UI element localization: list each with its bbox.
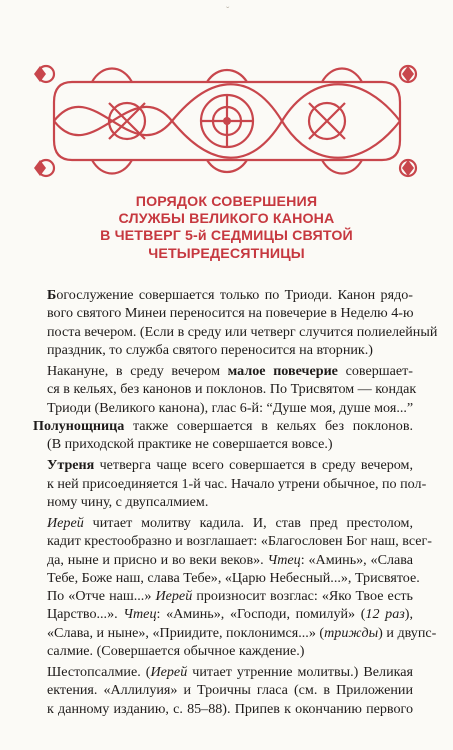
- paragraph-5: [33, 663, 413, 718]
- text-line: салмие. (Совершается обычное каждение.): [47, 642, 305, 659]
- text-line: ному чину, с двупсалмием.: [47, 493, 209, 510]
- italic-term: трижды: [324, 624, 379, 641]
- title-line: ПОРЯДОК СОВЕРШЕНИЯ: [135, 194, 318, 210]
- text-run: произносит возглас: «Яко Твое есть: [192, 588, 413, 604]
- text-run: «Слава, и ныне», «Приидите, поклонимся...» (: [47, 624, 325, 641]
- text-line: Тебе, Боже наш, слава Тебе», «Царю Небесный...», Трисвятое.: [47, 569, 420, 586]
- chapter-title: [0, 194, 453, 263]
- paragraph-3: [33, 456, 427, 511]
- text-run: : «Аминь», «Слава: [300, 551, 413, 568]
- italic-term: Чтец: [267, 551, 301, 568]
- initial-letter: Б: [47, 287, 57, 303]
- text-line: (В приходской практике не совершается вовсе.): [47, 436, 333, 452]
- paragraph-2: [33, 362, 417, 453]
- bold-term: малое повечерие: [227, 363, 338, 379]
- italic-term: Чтец: [123, 606, 157, 623]
- text-run: читает молитву кадила. И, став пред престолом,: [83, 515, 413, 531]
- text-line: Триоди (Великого канона), глас 6-й: “Душе моя, душе моя...”: [47, 399, 414, 416]
- text-run: да, ныне и присно и во веки веков».: [47, 551, 268, 568]
- title-line: В ЧЕТВЕРГ 5-й СЕДМИЦЫ СВЯТОЙ: [100, 228, 353, 245]
- text-line: к данному изданию, с. 85–88). Припев к окончанию первого: [47, 700, 413, 717]
- text-run: также совершается в кельях без поклонов.: [124, 417, 413, 434]
- text-run: читает утренние молитвы.) Великая: [187, 664, 413, 680]
- page-top-mark: ˇ: [226, 6, 230, 17]
- italic-term: Иерей: [150, 664, 188, 680]
- text-run: : «Аминь», «Господи, помилуй» (: [156, 606, 366, 623]
- text-run: По «Отче наш...»: [47, 588, 156, 604]
- text-line: к ней присоединяется 1-й час. Начало утрени обычное, по пол-: [47, 475, 427, 492]
- bold-term: Полунощница: [33, 417, 125, 434]
- text-run: Накануне, в среду вечером: [47, 363, 228, 379]
- text-run: ),: [404, 606, 413, 623]
- text-line: поста вечером. (Если в среду или четверг случится полиелейный: [47, 323, 438, 340]
- title-line: ЧЕТЫРЕДЕСЯТНИЦЫ: [148, 245, 305, 262]
- italic-term: 12 раз: [365, 606, 405, 623]
- bold-term: Утреня: [47, 457, 95, 474]
- text-line: кадит крестообразно и возглашает: «Благословен Бог наш, всег-: [47, 533, 432, 550]
- text-line: вого святого Минеи переносится на повечерие в Неделю 4-ю: [47, 305, 414, 322]
- text-line: ектения. «Аллилуия» и Троичны гласа (см. в Приложении: [47, 682, 413, 699]
- text-line: праздник, то служба святого переносится на вторник.): [47, 341, 373, 358]
- title-line: СЛУЖБЫ ВЕЛИКОГО КАНОНА: [118, 211, 335, 228]
- text-run: ) и двупс-: [378, 624, 437, 641]
- text-run: Царство...».: [47, 606, 124, 623]
- text-run: четверга чаще всего совершается в среду вечером,: [94, 457, 413, 474]
- paragraph-4: [33, 514, 437, 660]
- italic-term: Иерей: [155, 588, 193, 604]
- text-line: огослужение совершается только по Триоди. Канон рядо-: [56, 287, 413, 303]
- text-line: ся в кельях, без канонов и поклонов. По Трисвятом — кондак: [47, 381, 417, 398]
- italic-term: Иерей: [47, 515, 84, 531]
- paragraph-1: [33, 286, 438, 359]
- body-text: [33, 286, 438, 721]
- text-run: Шестопсалмие. (: [47, 664, 151, 680]
- interlace-ornament-icon: [32, 62, 422, 180]
- text-run: совершает-: [337, 363, 413, 379]
